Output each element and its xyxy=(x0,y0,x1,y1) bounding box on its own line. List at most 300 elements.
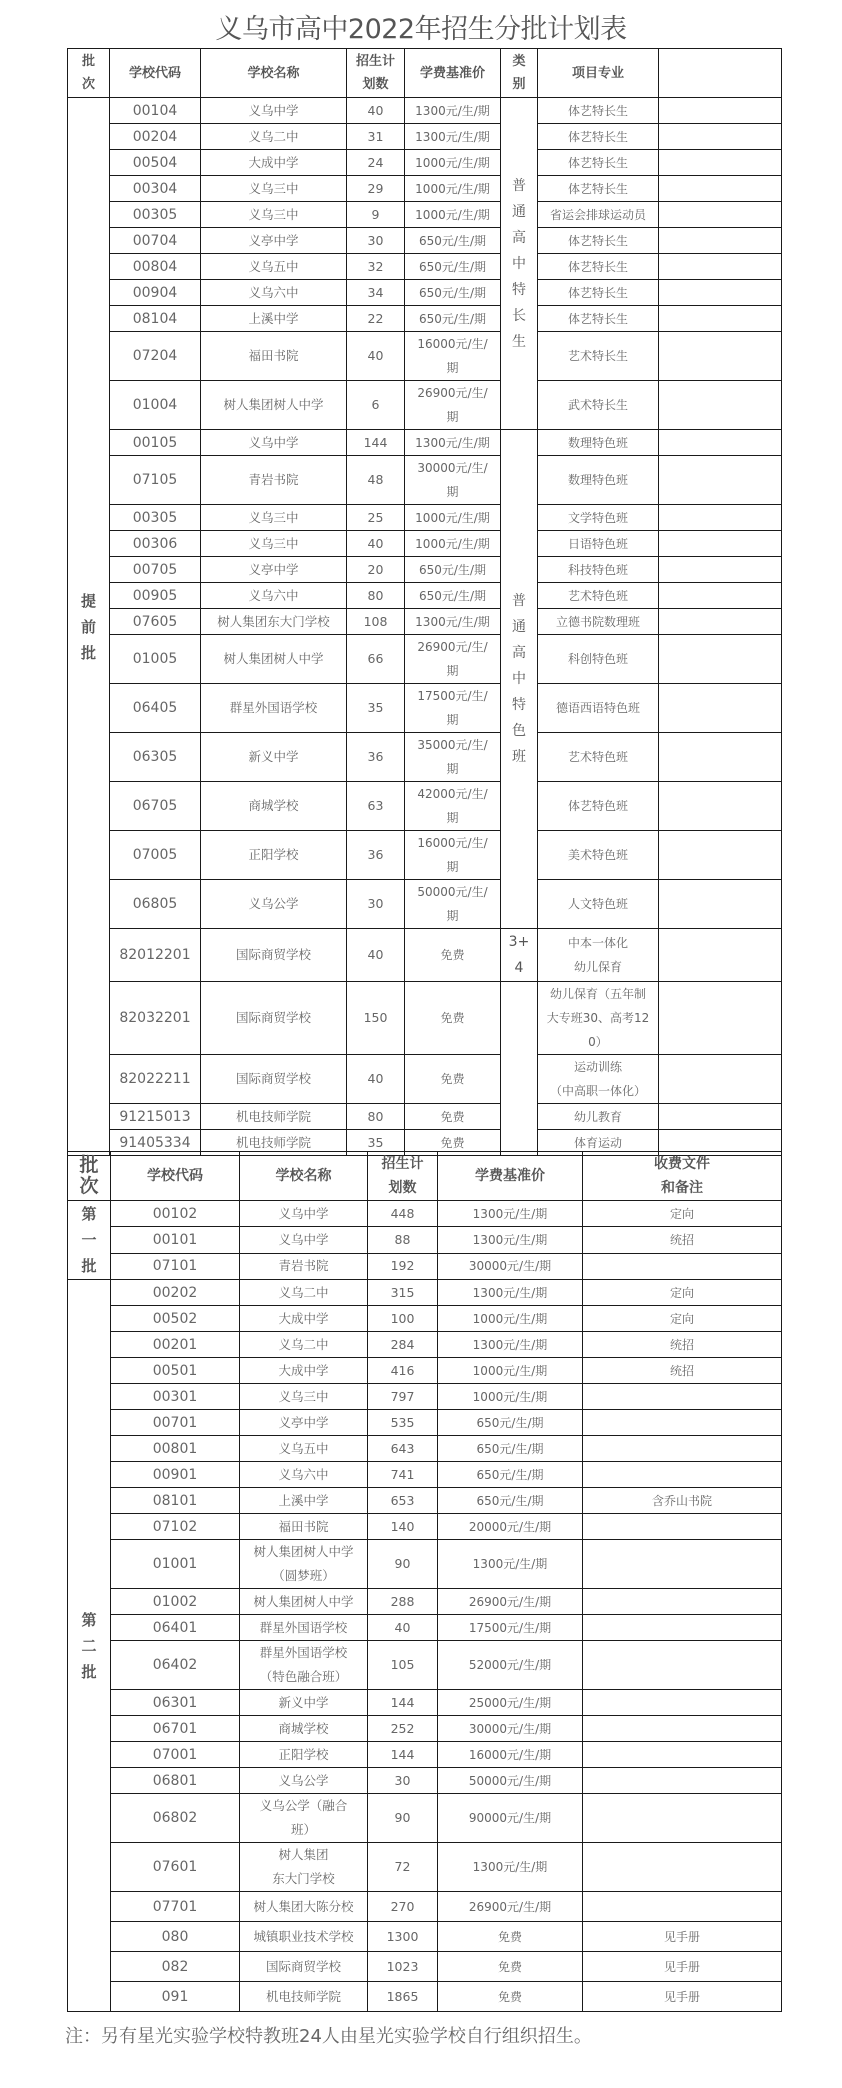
school-code: 00801 xyxy=(111,1436,240,1462)
advance-batch-table xyxy=(67,48,782,1156)
school-code: 00102 xyxy=(111,1201,240,1227)
remark: 定向 xyxy=(583,1280,782,1306)
tuition: 26900元/生/期 xyxy=(438,1892,583,1922)
school-code: 91405334 xyxy=(110,1130,201,1156)
plan-count: 40 xyxy=(347,531,405,557)
major: 艺术特色班 xyxy=(538,583,659,609)
school-name: 正阳学校 xyxy=(201,831,347,880)
major: 体艺特长生 xyxy=(538,306,659,332)
table-row xyxy=(68,1742,782,1768)
table-row xyxy=(68,1462,782,1488)
school-code: 07101 xyxy=(111,1253,240,1279)
plan-count: 40 xyxy=(368,1615,438,1641)
header-batch: 批 次 xyxy=(68,49,110,98)
major: 艺术特色班 xyxy=(538,733,659,782)
plan-count: 252 xyxy=(368,1716,438,1742)
plan-count: 25 xyxy=(347,505,405,531)
tuition: 650元/生/期 xyxy=(405,583,501,609)
table-row xyxy=(68,684,782,733)
remark: 统招 xyxy=(583,1358,782,1384)
table-row xyxy=(68,635,782,684)
school-name: 国际商贸学校 xyxy=(201,1055,347,1104)
school-code: 00202 xyxy=(111,1280,240,1306)
table-row xyxy=(68,880,782,929)
remark xyxy=(583,1641,782,1690)
plan-count: 192 xyxy=(368,1253,438,1279)
table-row xyxy=(68,982,782,1055)
tuition: 免费 xyxy=(405,929,501,982)
extra-cell xyxy=(659,609,782,635)
category-label xyxy=(501,982,538,1156)
school-code: 082 xyxy=(111,1952,240,1982)
table-row xyxy=(68,1358,782,1384)
extra-cell xyxy=(659,456,782,505)
extra-cell xyxy=(659,831,782,880)
table-row xyxy=(68,1306,782,1332)
tuition: 650元/生/期 xyxy=(438,1410,583,1436)
school-name: 上溪中学 xyxy=(201,306,347,332)
school-name: 义乌三中 xyxy=(201,202,347,228)
plan-count: 140 xyxy=(368,1514,438,1540)
plan-count: 40 xyxy=(347,332,405,381)
tuition: 免费 xyxy=(438,1952,583,1982)
plan-count: 30 xyxy=(368,1768,438,1794)
tuition: 26900元/生/ 期 xyxy=(405,635,501,684)
tuition: 35000元/生/ 期 xyxy=(405,733,501,782)
remark xyxy=(583,1589,782,1615)
extra-cell xyxy=(659,1055,782,1104)
school-code: 07105 xyxy=(110,456,201,505)
first-second-batch-table xyxy=(67,1151,782,2012)
page-title: 义乌市高中2022年招生分批计划表 xyxy=(215,14,627,45)
school-code: 00705 xyxy=(110,557,201,583)
major: 中本一体化 幼儿保育 xyxy=(538,929,659,982)
school-code: 07605 xyxy=(110,609,201,635)
header-school-code: 学校代码 xyxy=(110,49,201,98)
plan-count: 288 xyxy=(368,1589,438,1615)
extra-cell xyxy=(659,733,782,782)
tuition: 1300元/生/期 xyxy=(405,609,501,635)
school-code: 01002 xyxy=(111,1589,240,1615)
remark: 含乔山书院 xyxy=(583,1488,782,1514)
tuition: 免费 xyxy=(438,1922,583,1952)
extra-cell xyxy=(659,430,782,456)
school-code: 00105 xyxy=(110,430,201,456)
plan-count: 535 xyxy=(368,1410,438,1436)
major: 人文特色班 xyxy=(538,880,659,929)
plan-count: 34 xyxy=(347,280,405,306)
major: 文学特色班 xyxy=(538,505,659,531)
tuition: 42000元/生/ 期 xyxy=(405,782,501,831)
table-row xyxy=(68,456,782,505)
plan-count: 797 xyxy=(368,1384,438,1410)
school-code: 00901 xyxy=(111,1462,240,1488)
plan-count: 30 xyxy=(347,880,405,929)
major: 体艺特长生 xyxy=(538,280,659,306)
plan-count: 284 xyxy=(368,1332,438,1358)
school-code: 00502 xyxy=(111,1306,240,1332)
school-code: 07001 xyxy=(111,1742,240,1768)
major: 立德书院数理班 xyxy=(538,609,659,635)
school-name: 义乌六中 xyxy=(240,1462,368,1488)
table-row xyxy=(68,1436,782,1462)
tuition: 650元/生/期 xyxy=(405,557,501,583)
batch-label: 提 前 批 xyxy=(68,98,110,1156)
tuition: 1000元/生/期 xyxy=(405,176,501,202)
table-row xyxy=(68,176,782,202)
header-category: 类 别 xyxy=(501,49,538,98)
table-row xyxy=(68,1488,782,1514)
school-code: 00905 xyxy=(110,583,201,609)
extra-cell xyxy=(659,306,782,332)
tuition: 650元/生/期 xyxy=(438,1462,583,1488)
school-code: 82022211 xyxy=(110,1055,201,1104)
major: 体艺特长生 xyxy=(538,98,659,124)
plan-count: 150 xyxy=(347,982,405,1055)
header-tuition: 学费基准价 xyxy=(405,49,501,98)
extra-cell xyxy=(659,124,782,150)
tuition: 30000元/生/期 xyxy=(438,1716,583,1742)
plan-count: 32 xyxy=(347,254,405,280)
tuition: 1300元/生/期 xyxy=(405,98,501,124)
remark xyxy=(583,1540,782,1589)
tuition: 50000元/生/ 期 xyxy=(405,880,501,929)
school-code: 06801 xyxy=(111,1768,240,1794)
table-row xyxy=(68,1615,782,1641)
tuition: 52000元/生/期 xyxy=(438,1641,583,1690)
school-code: 00104 xyxy=(110,98,201,124)
header-school-code: 学校代码 xyxy=(111,1152,240,1201)
extra-cell xyxy=(659,635,782,684)
school-name: 义乌三中 xyxy=(201,531,347,557)
table-row xyxy=(68,1952,782,1982)
tuition: 26900元/生/期 xyxy=(438,1589,583,1615)
school-code: 00305 xyxy=(110,202,201,228)
school-code: 08104 xyxy=(110,306,201,332)
remark xyxy=(583,1462,782,1488)
extra-cell xyxy=(659,880,782,929)
tuition: 650元/生/期 xyxy=(405,228,501,254)
school-name: 义乌三中 xyxy=(240,1384,368,1410)
school-name: 义乌中学 xyxy=(201,98,347,124)
extra-cell xyxy=(659,381,782,430)
school-code: 00306 xyxy=(110,531,201,557)
plan-count: 1865 xyxy=(368,1982,438,2012)
remark xyxy=(583,1410,782,1436)
tuition: 650元/生/期 xyxy=(405,254,501,280)
table-row xyxy=(68,1641,782,1690)
tuition: 1300元/生/期 xyxy=(438,1227,583,1253)
table-row xyxy=(68,733,782,782)
plan-count: 30 xyxy=(347,228,405,254)
remark: 统招 xyxy=(583,1332,782,1358)
table-row xyxy=(68,381,782,430)
category-label: 3+ 4 xyxy=(501,929,538,982)
school-code: 06405 xyxy=(110,684,201,733)
remark xyxy=(583,1514,782,1540)
school-name: 国际商贸学校 xyxy=(240,1952,368,1982)
major: 体艺特长生 xyxy=(538,228,659,254)
plan-count: 36 xyxy=(347,831,405,880)
major: 运动训练 （中高职一体化） xyxy=(538,1055,659,1104)
school-code: 00701 xyxy=(111,1410,240,1436)
plan-count: 643 xyxy=(368,1436,438,1462)
school-code: 82032201 xyxy=(110,982,201,1055)
major: 数理特色班 xyxy=(538,430,659,456)
tuition: 90000元/生/期 xyxy=(438,1794,583,1843)
table-row xyxy=(68,1280,782,1306)
plan-count: 88 xyxy=(368,1227,438,1253)
plan-count: 144 xyxy=(368,1690,438,1716)
table-row xyxy=(68,1589,782,1615)
school-name: 上溪中学 xyxy=(240,1488,368,1514)
school-code: 06805 xyxy=(110,880,201,929)
tuition: 1000元/生/期 xyxy=(438,1384,583,1410)
school-code: 00201 xyxy=(111,1332,240,1358)
tuition: 免费 xyxy=(405,1055,501,1104)
header-school-name: 学校名称 xyxy=(201,49,347,98)
remark xyxy=(583,1253,782,1279)
school-name: 义乌二中 xyxy=(201,124,347,150)
table-header-row xyxy=(68,49,782,98)
table-row xyxy=(68,1104,782,1130)
school-name: 义乌公学（融合 班） xyxy=(240,1794,368,1843)
table-row xyxy=(68,831,782,880)
school-name: 义乌中学 xyxy=(240,1201,368,1227)
school-name: 义乌五中 xyxy=(240,1436,368,1462)
plan-count: 35 xyxy=(347,684,405,733)
remark xyxy=(583,1843,782,1892)
header-school-name: 学校名称 xyxy=(240,1152,368,1201)
extra-cell xyxy=(659,98,782,124)
school-code: 00101 xyxy=(111,1227,240,1253)
table-row xyxy=(68,228,782,254)
school-code: 06402 xyxy=(111,1641,240,1690)
major: 美术特色班 xyxy=(538,831,659,880)
school-code: 06401 xyxy=(111,1615,240,1641)
table-row xyxy=(68,1055,782,1104)
major: 省运会排球运动员 xyxy=(538,202,659,228)
category-label: 普 通 高 中 特 长 生 xyxy=(501,98,538,430)
tuition: 1000元/生/期 xyxy=(438,1358,583,1384)
school-name: 福田书院 xyxy=(201,332,347,381)
batch-label: 第 二 批 xyxy=(68,1280,111,2012)
school-name: 义亭中学 xyxy=(201,557,347,583)
tuition: 1000元/生/期 xyxy=(405,202,501,228)
school-code: 07701 xyxy=(111,1892,240,1922)
school-code: 07102 xyxy=(111,1514,240,1540)
table-row xyxy=(68,1843,782,1892)
tuition: 650元/生/期 xyxy=(438,1488,583,1514)
school-code: 08101 xyxy=(111,1488,240,1514)
table-row xyxy=(68,1227,782,1253)
category-label: 普 通 高 中 特 色 班 xyxy=(501,430,538,929)
school-code: 00305 xyxy=(110,505,201,531)
tuition: 20000元/生/期 xyxy=(438,1514,583,1540)
tuition: 免费 xyxy=(405,982,501,1055)
school-name: 机电技师学院 xyxy=(201,1104,347,1130)
school-code: 06701 xyxy=(111,1716,240,1742)
school-name: 义乌二中 xyxy=(240,1332,368,1358)
extra-cell xyxy=(659,1104,782,1130)
plan-count: 40 xyxy=(347,929,405,982)
school-code: 00804 xyxy=(110,254,201,280)
school-code: 091 xyxy=(111,1982,240,2012)
extra-cell xyxy=(659,150,782,176)
school-code: 06802 xyxy=(111,1794,240,1843)
table-row xyxy=(68,430,782,456)
school-name: 正阳学校 xyxy=(240,1742,368,1768)
header-remark: 收费文件 和备注 xyxy=(583,1152,782,1201)
major: 体艺特色班 xyxy=(538,782,659,831)
school-code: 00504 xyxy=(110,150,201,176)
school-name: 义乌五中 xyxy=(201,254,347,280)
tuition: 25000元/生/期 xyxy=(438,1690,583,1716)
plan-count: 9 xyxy=(347,202,405,228)
tuition: 650元/生/期 xyxy=(405,306,501,332)
school-name: 树人集团树人中学 xyxy=(201,635,347,684)
school-name: 义乌公学 xyxy=(240,1768,368,1794)
school-code: 06301 xyxy=(111,1690,240,1716)
school-code: 06305 xyxy=(110,733,201,782)
table-row xyxy=(68,202,782,228)
table-row xyxy=(68,1716,782,1742)
extra-cell xyxy=(659,228,782,254)
plan-count: 80 xyxy=(347,583,405,609)
major: 体艺特长生 xyxy=(538,176,659,202)
extra-cell xyxy=(659,557,782,583)
header-extra xyxy=(659,49,782,98)
plan-count: 653 xyxy=(368,1488,438,1514)
remark: 见手册 xyxy=(583,1952,782,1982)
extra-cell xyxy=(659,684,782,733)
tuition: 26900元/生/ 期 xyxy=(405,381,501,430)
extra-cell xyxy=(659,202,782,228)
extra-cell xyxy=(659,982,782,1055)
school-name: 义亭中学 xyxy=(201,228,347,254)
extra-cell xyxy=(659,782,782,831)
table-row xyxy=(68,1253,782,1279)
school-name: 青岩书院 xyxy=(201,456,347,505)
major: 日语特色班 xyxy=(538,531,659,557)
school-name: 商城学校 xyxy=(240,1716,368,1742)
plan-count: 1023 xyxy=(368,1952,438,1982)
table-row xyxy=(68,280,782,306)
school-code: 07005 xyxy=(110,831,201,880)
table-row xyxy=(68,332,782,381)
table-row xyxy=(68,1982,782,2012)
tuition: 17500元/生/期 xyxy=(438,1615,583,1641)
plan-count: 90 xyxy=(368,1540,438,1589)
table-row xyxy=(68,1690,782,1716)
tuition: 1000元/生/期 xyxy=(405,150,501,176)
table-row xyxy=(68,150,782,176)
school-name: 义乌中学 xyxy=(201,430,347,456)
plan-count: 448 xyxy=(368,1201,438,1227)
header-batch: 批 次 xyxy=(68,1152,111,1201)
school-name: 树人集团树人中学 xyxy=(201,381,347,430)
table-row xyxy=(68,583,782,609)
school-name: 义乌二中 xyxy=(240,1280,368,1306)
table-row xyxy=(68,306,782,332)
table-row xyxy=(68,98,782,124)
school-name: 大成中学 xyxy=(240,1358,368,1384)
tuition: 16000元/生/ 期 xyxy=(405,332,501,381)
plan-count: 105 xyxy=(368,1641,438,1690)
major: 体育运动 xyxy=(538,1130,659,1156)
plan-count: 35 xyxy=(347,1130,405,1156)
school-name: 群星外国语学校 xyxy=(240,1615,368,1641)
extra-cell xyxy=(659,254,782,280)
school-name: 群星外国语学校 xyxy=(201,684,347,733)
school-code: 01004 xyxy=(110,381,201,430)
school-name: 国际商贸学校 xyxy=(201,929,347,982)
major: 幼儿保育（五年制 大专班30、高考12 0） xyxy=(538,982,659,1055)
plan-count: 40 xyxy=(347,1055,405,1104)
school-name: 树人集团 东大门学校 xyxy=(240,1843,368,1892)
major: 体艺特长生 xyxy=(538,150,659,176)
tuition: 16000元/生/期 xyxy=(438,1742,583,1768)
school-name: 机电技师学院 xyxy=(201,1130,347,1156)
major: 科创特色班 xyxy=(538,635,659,684)
tuition: 17500元/生/ 期 xyxy=(405,684,501,733)
school-name: 义乌三中 xyxy=(201,505,347,531)
school-name: 树人集团大陈分校 xyxy=(240,1892,368,1922)
plan-count: 80 xyxy=(347,1104,405,1130)
plan-count: 20 xyxy=(347,557,405,583)
tuition: 30000元/生/期 xyxy=(438,1253,583,1279)
extra-cell xyxy=(659,505,782,531)
remark: 见手册 xyxy=(583,1982,782,2012)
plan-count: 741 xyxy=(368,1462,438,1488)
table-row xyxy=(68,1794,782,1843)
extra-cell xyxy=(659,332,782,381)
major: 科技特色班 xyxy=(538,557,659,583)
school-code: 06705 xyxy=(110,782,201,831)
plan-count: 144 xyxy=(368,1742,438,1768)
school-name: 商城学校 xyxy=(201,782,347,831)
plan-count: 6 xyxy=(347,381,405,430)
extra-cell xyxy=(659,280,782,306)
tuition: 1000元/生/期 xyxy=(438,1306,583,1332)
school-name: 树人集团树人中学 xyxy=(240,1589,368,1615)
school-name: 树人集团树人中学 （圆梦班） xyxy=(240,1540,368,1589)
table-row xyxy=(68,1332,782,1358)
tuition: 1300元/生/期 xyxy=(405,124,501,150)
school-code: 080 xyxy=(111,1922,240,1952)
school-name: 义乌六中 xyxy=(201,583,347,609)
header-major: 项目专业 xyxy=(538,49,659,98)
extra-cell xyxy=(659,176,782,202)
remark: 见手册 xyxy=(583,1922,782,1952)
school-code: 07204 xyxy=(110,332,201,381)
table-row xyxy=(68,609,782,635)
school-code: 00704 xyxy=(110,228,201,254)
plan-count: 24 xyxy=(347,150,405,176)
tuition: 1300元/生/期 xyxy=(438,1280,583,1306)
school-name: 国际商贸学校 xyxy=(201,982,347,1055)
plan-count: 90 xyxy=(368,1794,438,1843)
school-code: 91215013 xyxy=(110,1104,201,1130)
plan-count: 66 xyxy=(347,635,405,684)
school-code: 07601 xyxy=(111,1843,240,1892)
remark xyxy=(583,1384,782,1410)
table-row xyxy=(68,1540,782,1589)
school-name: 群星外国语学校 （特色融合班） xyxy=(240,1641,368,1690)
table-row xyxy=(68,531,782,557)
plan-count: 22 xyxy=(347,306,405,332)
remark xyxy=(583,1794,782,1843)
